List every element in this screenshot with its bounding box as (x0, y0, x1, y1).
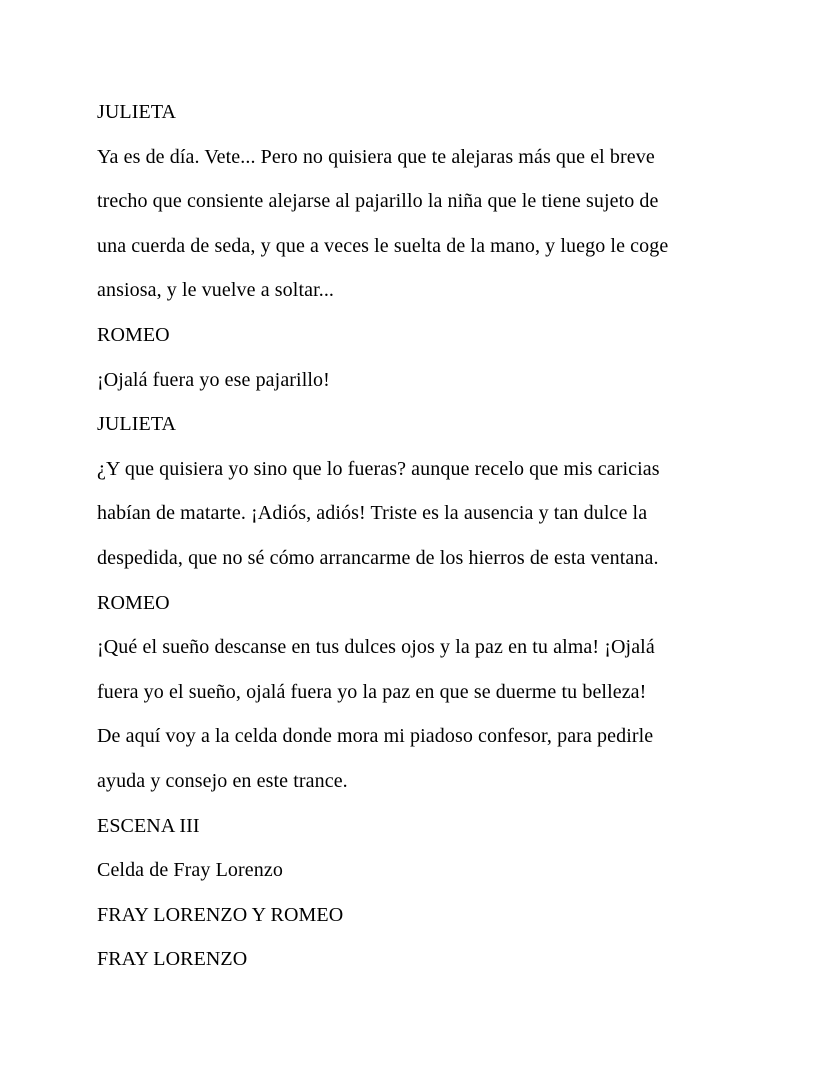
dialogue-line: trecho que consiente alejarse al pajarillo la niña que le tiene sujeto de (97, 190, 659, 213)
dialogue-line: De aquí voy a la celda donde mora mi piadoso confesor, para pedirle (97, 725, 654, 748)
dialogue-line: despedida, que no sé cómo arrancarme de los hierros de esta ventana. (97, 546, 659, 569)
dialogue-line: fuera yo el sueño, ojalá fuera yo la paz en que se duerme tu belleza! (97, 680, 647, 703)
dialogue-line: ayuda y consejo en este trance. (97, 769, 348, 792)
dialogue-line: ¿Y que quisiera yo sino que lo fueras? aunque recelo que mis caricias (97, 457, 660, 480)
dialogue-line: Ya es de día. Vete... Pero no quisiera que te alejaras más que el breve (97, 145, 655, 168)
speaker-heading-julieta: JULIETA (97, 101, 177, 123)
speaker-heading-fray-lorenzo: FRAY LORENZO (97, 948, 248, 971)
scene-description: Celda de Fray Lorenzo (97, 859, 283, 882)
characters-list: FRAY LORENZO Y ROMEO (97, 903, 344, 926)
dialogue-line: ¡Qué el sueño descanse en tus dulces ojos y la paz en tu alma! ¡Ojalá (97, 636, 655, 659)
document-content (97, 90, 737, 982)
dialogue-line: una cuerda de seda, y que a veces le suelta de la mano, y luego le coge (97, 234, 669, 257)
dialogue-line: habían de matarte. ¡Adiós, adiós! Triste es la ausencia y tan dulce la (97, 502, 648, 525)
speaker-heading-romeo: ROMEO (97, 591, 170, 614)
speaker-heading-julieta: JULIETA (97, 413, 177, 436)
dialogue-line: ansiosa, y le vuelve a soltar... (97, 279, 335, 302)
speaker-heading-romeo: ROMEO (97, 323, 170, 346)
dialogue-line: ¡Ojalá fuera yo ese pajarillo! (97, 368, 330, 391)
scene-heading: ESCENA III (97, 814, 200, 837)
